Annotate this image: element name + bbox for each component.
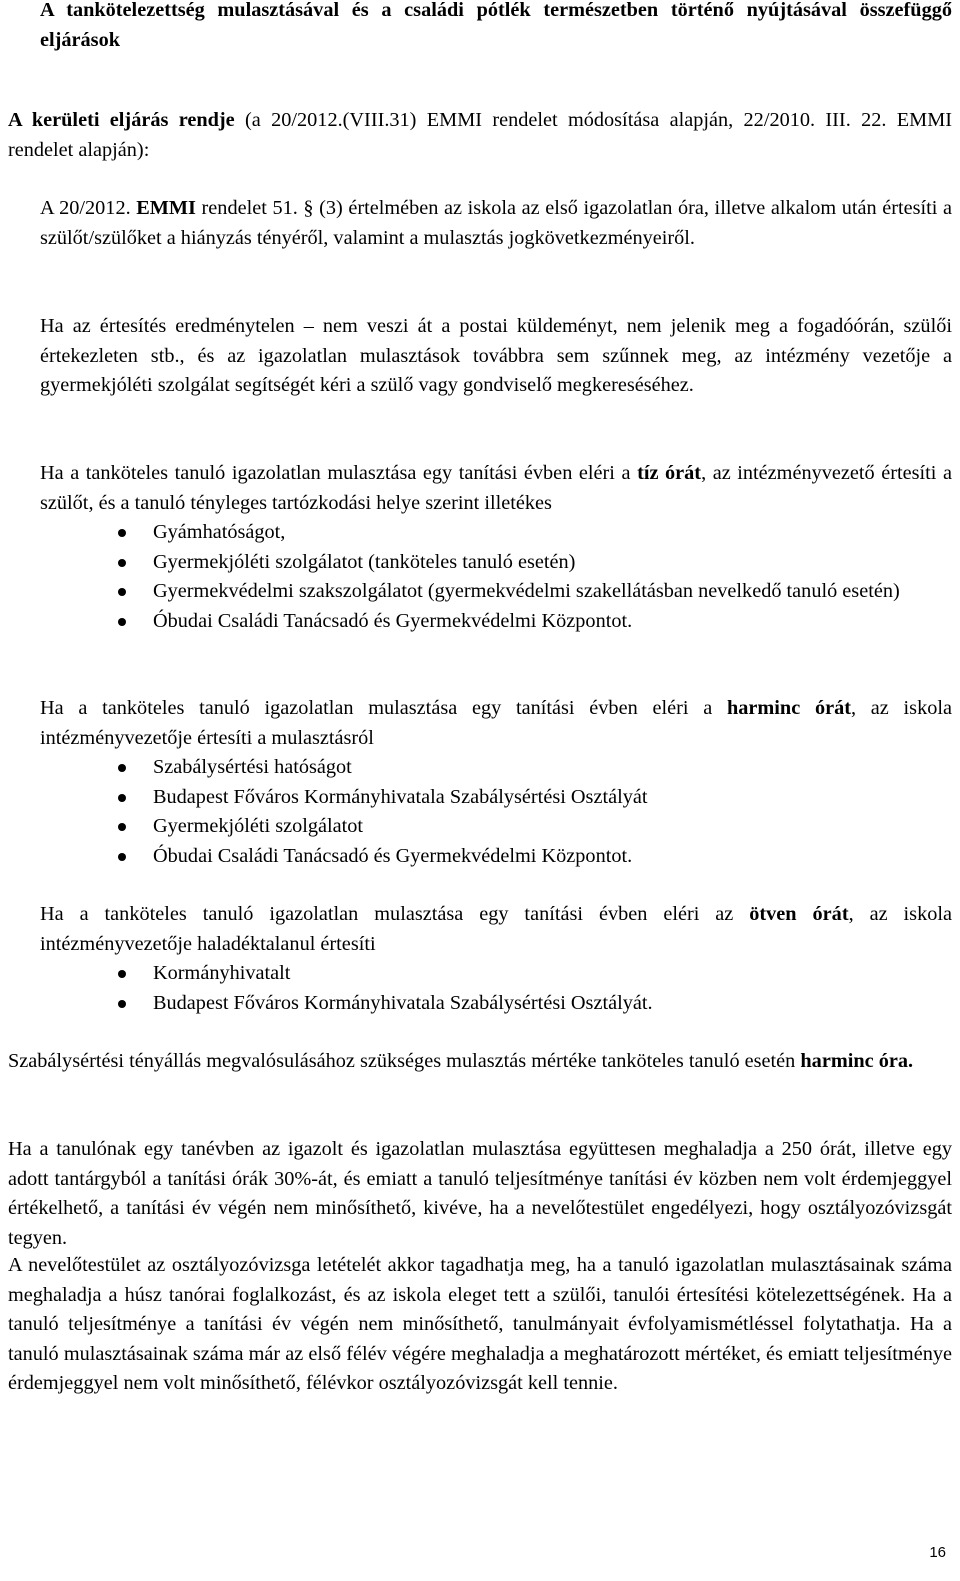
p3-list [8, 518, 952, 636]
p5-text-a: Ha a tanköteles tanuló igazolatlan mulasztása egy tanítási évben eléri az [40, 903, 750, 925]
p3-text [40, 459, 952, 518]
p3-text-c: , az intézményvezető értesíti a szülőt, és a tanuló tényleges tartózkodási helye szerint illetékes [40, 462, 952, 514]
p6-bold: harminc óra. [800, 1050, 914, 1072]
paragraph-1 [8, 194, 952, 253]
p4-text-a: Ha a tanköteles tanuló igazolatlan mulasztása egy tanítási évben eléri a [40, 697, 727, 719]
list-item: Budapest Főváros Kormányhivatala Szabálysértési Osztályát. [8, 989, 952, 1019]
procedure-intro-text: (a 20/2012.(VIII.31) EMMI rendelet módosítása alapján, 22/2010. III. 22. EMMI rendelet alapján): [8, 109, 953, 161]
list-item: Gyermekjóléti szolgálatot [8, 812, 952, 842]
p3-bold: tíz órát [637, 462, 702, 484]
list-item: Budapest Főváros Kormányhivatala Szabálysértési Osztályát [8, 783, 952, 813]
paragraph-8: A nevelőtestület az osztályozóvizsga letételét akkor tagadhatja meg, ha a tanuló igazolatlan mulasztásainak száma meghaladja a húsz tanórai foglalkozást, és az iskola eleget tett a szülői, tanulói értesítési kötelezettségének. Ha a tanuló teljesítménye a tanítási év végén nem minősíthető, tanulmányait évfolyamismétléssel folytathatja. Ha a tanuló mulasztásainak száma már az első félév végére meghaladja a meghatározott mértéket, és emiatt teljesítménye érdemjeggyel nem volt minősíthető, félévkor osztályozóvizsgát kell tennie. [8, 1254, 952, 1394]
paragraph-2: Ha az értesítés eredménytelen – nem veszi át a postai küldeményt, nem jelenik meg a fogadóórán, szülői értekezleten stb., és az igazolatlan mulasztások továbbra sem szűnnek meg, az intézmény vezetője a gyermekjóléti szolgálat segítségét kéri a szülő vagy gondviselő megkereséséhez. [40, 315, 952, 396]
p3-text-a: Ha a tanköteles tanuló igazolatlan mulasztása egy tanítási évben eléri a [40, 462, 638, 484]
p5-list [8, 959, 952, 1018]
p6-text-a: Szabálysértési tényállás megvalósulásához szükséges mulasztás mértéke tanköteles tanuló esetén [8, 1050, 801, 1072]
paragraph-6 [8, 1047, 952, 1077]
p1-text-c: rendelet 51. § (3) értelmében az iskola az első igazolatlan óra, illetve alkalom után értesíti a szülőt/szülőket a hiányzás tényéről, valamint a mulasztás jogkövetkezményeiről. [40, 197, 953, 249]
p4-text [40, 694, 952, 753]
section-heading: A tankötelezettség mulasztásával és a családi pótlék természetben történő nyújtásával összefüggő eljárások [40, 0, 952, 51]
list-item: Gyermekjóléti szolgálatot (tanköteles tanuló esetén) [8, 548, 952, 578]
list-item: Szabálysértési hatóságot [8, 753, 952, 783]
p5-bold: ötven órát [749, 903, 849, 925]
p1-text-a: A 20/2012. [40, 197, 137, 219]
p5-text-c: , az iskola intézményvezetője haladéktalanul értesíti [40, 903, 952, 955]
p1-bold: EMMI [136, 197, 196, 219]
paragraph-3 [8, 459, 952, 518]
procedure-intro [8, 106, 952, 165]
list-item: Kormányhivatalt [8, 959, 952, 989]
p4-bold: harminc órát [726, 697, 851, 719]
paragraph-7: Ha a tanulónak egy tanévben az igazolt és igazolatlan mulasztása együttesen meghaladja a 250 órát, illetve egy adott tantárgyból a tanítási órák 30%-át, és emiatt a tanuló teljesítménye tanítási év közben nem volt érdemjeggyel értékelhető, a tanítási év végén nem minősíthető, kivéve, ha a nevelőtestület engedélyezi, hogy osztályozóvizsgát tegyen. [8, 1138, 952, 1249]
procedure-intro-bold: A kerületi eljárás rendje [8, 109, 235, 131]
p4-list [8, 753, 952, 871]
page-number: 16 [929, 1543, 946, 1561]
paragraph-5 [8, 900, 952, 959]
list-item: Gyermekvédelmi szakszolgálatot (gyermekvédelmi szakellátásban nevelkedő tanuló esetén) [8, 577, 952, 607]
list-item: Óbudai Családi Tanácsadó és Gyermekvédelmi Központot. [8, 607, 952, 637]
paragraph-4 [8, 694, 952, 753]
p5-text [40, 900, 952, 959]
list-item: Gyámhatóságot, [8, 518, 952, 548]
p4-text-c: , az iskola intézményvezetője értesíti a mulasztásról [40, 697, 952, 749]
list-item: Óbudai Családi Tanácsadó és Gyermekvédelmi Központot. [8, 842, 952, 872]
